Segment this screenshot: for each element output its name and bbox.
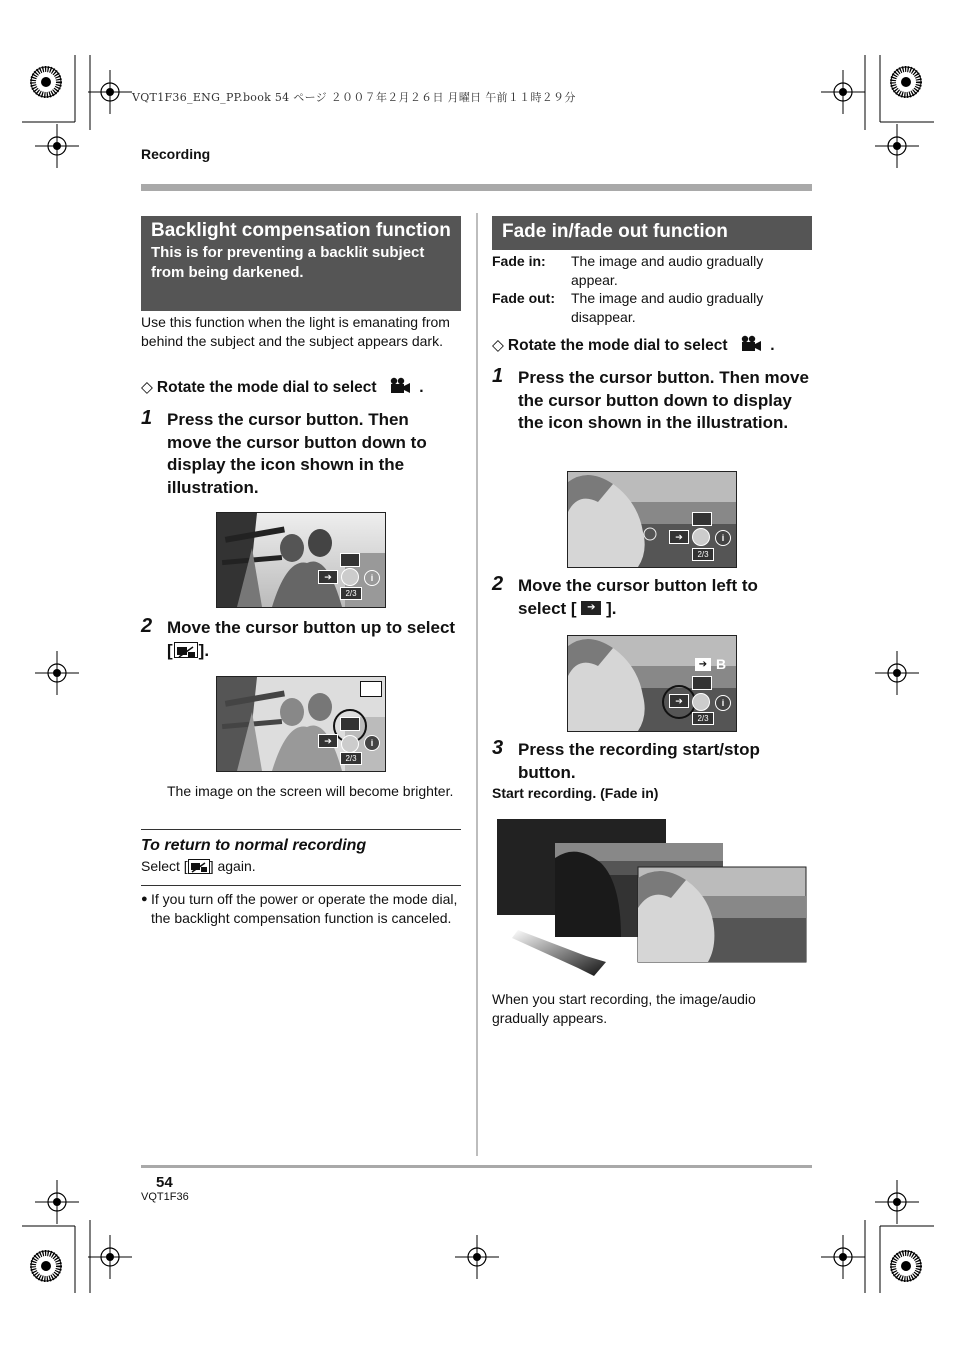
- page-counter-icon: 2/3: [340, 587, 362, 600]
- return-bottom-rule: [141, 885, 461, 886]
- backlight-heading-title: Backlight compensation function: [151, 220, 451, 241]
- left-step-2-text-b: ].: [198, 640, 210, 660]
- section-label: Recording: [141, 146, 211, 162]
- fade-icon: ➔: [669, 530, 689, 544]
- right-step-2: [492, 575, 814, 621]
- left-dial-period: .: [419, 379, 424, 396]
- video-camera-icon: [740, 335, 762, 353]
- backlight-comp-icon: [174, 642, 198, 658]
- backlight-icon: [692, 512, 712, 526]
- left-step-2-text-a: Move the cursor button up to select [: [167, 618, 456, 660]
- page-counter-icon: 2/3: [340, 752, 362, 765]
- registration-mark-bottom-left: [22, 1180, 132, 1293]
- video-camera-icon: [389, 377, 411, 395]
- cursor-center-icon: [341, 735, 359, 753]
- model-code: VQT1F36: [141, 1191, 189, 1203]
- fade-heading-box: [492, 216, 812, 250]
- fade-out-text: The image and audio gradually disappear.: [571, 290, 764, 325]
- info-icon: i: [364, 735, 380, 751]
- start-recording-label: Start recording. (Fade in): [492, 785, 659, 801]
- right-step-2-text-b: ].: [606, 598, 617, 618]
- info-icon: i: [364, 570, 380, 586]
- right-dial-text: Rotate the mode dial to select: [507, 337, 728, 354]
- return-top-rule: [141, 829, 461, 830]
- return-text-a: Select [: [141, 858, 188, 874]
- cursor-center-icon: [341, 568, 359, 586]
- fade-in-label: Fade in:: [492, 253, 546, 269]
- right-step-3: [492, 739, 814, 785]
- left-dial-text: Rotate the mode dial to select: [156, 379, 377, 396]
- return-text: [141, 857, 256, 876]
- right-dial-period: .: [770, 337, 775, 354]
- fade-arrow-icon: ➔: [581, 601, 601, 615]
- left-step-1-number: 1: [141, 407, 153, 429]
- right-step-2-text-a: Move the cursor button left to select [: [518, 576, 758, 618]
- fade-heading-title: Fade in/fade out function: [502, 221, 728, 242]
- registration-mark-mid-left: [35, 651, 79, 695]
- backlight-comp-icon: [188, 859, 210, 874]
- bullet-icon: ●: [141, 893, 148, 905]
- left-step-2: [141, 617, 463, 663]
- column-divider: [476, 213, 478, 1156]
- fade-icon: ➔: [318, 734, 338, 748]
- backlight-photo-1: [216, 512, 386, 608]
- backlight-note-text: If you turn off the power or operate the mode dial, the backlight compensation function is canceled.: [151, 891, 458, 926]
- right-step-1-number: 1: [492, 365, 504, 387]
- registration-mark-top-right: [821, 55, 934, 168]
- right-dial-instruction: [492, 336, 812, 355]
- diamond-icon: ◇: [141, 379, 153, 396]
- book-file-line: VQT1F36_ENG_PP.book 54 ページ ２００７年２月２６日 月曜日 午前１１時２９分: [132, 91, 576, 104]
- page-number: 54: [156, 1174, 173, 1191]
- left-step-1: [141, 409, 463, 501]
- fade-out-label: Fade out:: [492, 290, 555, 306]
- cursor-center-icon: [692, 693, 710, 711]
- fade-icon: ➔: [318, 570, 338, 584]
- bottom-rule-bar: [141, 1165, 812, 1168]
- backlight-active-icon: [360, 681, 382, 697]
- registration-mark-bottom-right: [821, 1180, 934, 1293]
- return-heading: To return to normal recording: [141, 837, 367, 854]
- page-counter-icon: 2/3: [692, 548, 714, 561]
- left-dial-instruction: [141, 378, 461, 397]
- registration-mark-top-left: [22, 55, 132, 168]
- backlight-intro: Use this function when the light is emanating from behind the subject and the subject appears dark.: [141, 314, 450, 349]
- backlight-heading-box: [141, 216, 461, 311]
- fade-in-text: The image and audio gradually appear.: [571, 253, 764, 288]
- right-step-3-number: 3: [492, 737, 504, 759]
- fade-color-letter: B: [716, 656, 727, 672]
- backlight-photo-2: [216, 676, 386, 772]
- backlight-icon: [340, 553, 360, 567]
- right-step-1: [492, 367, 814, 459]
- left-step-2-number: 2: [141, 615, 153, 637]
- fade-icon: ➔: [669, 694, 689, 708]
- top-rule-bar: [141, 184, 812, 191]
- cursor-center-icon: [692, 528, 710, 546]
- info-icon: i: [715, 695, 731, 711]
- backlight-result-text: The image on the screen will become brighter.: [167, 783, 454, 799]
- page-counter-icon: 2/3: [692, 712, 714, 725]
- backlight-icon: [692, 676, 712, 690]
- return-text-b: ] again.: [209, 858, 256, 874]
- fade-out-definition: [492, 289, 812, 327]
- fade-in-definition: [492, 252, 812, 290]
- fade-photo-2: [567, 635, 737, 732]
- right-step-3-text: Press the recording start/stop button.: [518, 740, 760, 782]
- info-icon: i: [715, 530, 731, 546]
- backlight-heading-subtitle: This is for preventing a backlit subject from being darkened.: [151, 244, 425, 281]
- fade-in-sequence-illustration: [496, 818, 808, 978]
- right-step-1-text: Press the cursor button. Then move the cursor button down to display the icon shown in the illustration.: [518, 368, 809, 432]
- fade-caption: When you start recording, the image/audio gradually appears.: [492, 991, 756, 1026]
- fade-white-icon: ➔: [695, 658, 711, 671]
- fade-photo-1: [567, 471, 737, 568]
- backlight-note: [141, 890, 461, 928]
- left-step-1-text: Press the cursor button. Then move the cursor button down to display the icon shown in the illustration.: [167, 410, 427, 497]
- diamond-icon: ◇: [492, 337, 504, 354]
- registration-mark-bottom-center: [455, 1235, 499, 1279]
- registration-mark-mid-right: [875, 651, 919, 695]
- right-step-2-number: 2: [492, 573, 504, 595]
